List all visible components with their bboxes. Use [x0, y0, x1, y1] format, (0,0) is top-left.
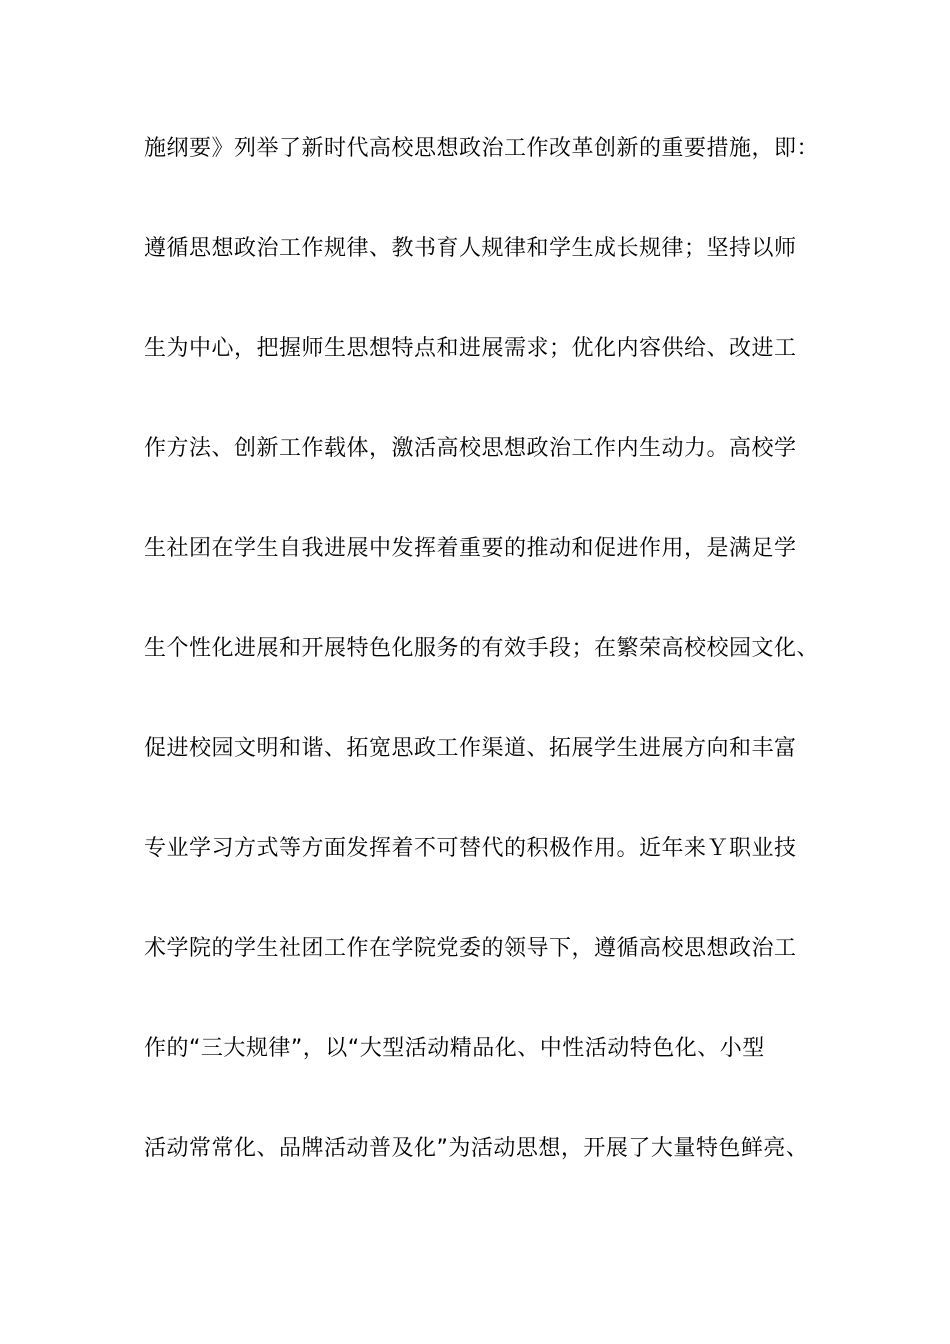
text-line: 遵循思想政治工作规律、教书育人规律和学生成长规律；坚持以师 — [144, 236, 797, 261]
text-line: 生社团在学生自我进展中发挥着重要的推动和促进作用，是满足学 — [144, 536, 797, 561]
text-line: 生个性化进展和开展特色化服务的有效手段；在繁荣高校校园文化、 — [144, 636, 820, 661]
text-line: 作的“三大规律”，以“大型活动精品化、中性活动特色化、小型 — [144, 1036, 765, 1061]
text-line: 专业学习方式等方面发挥着不可替代的积极作用。近年来Ｙ职业技 — [144, 836, 797, 861]
text-line: 术学院的学生社团工作在学院党委的领导下，遵循高校思想政治工 — [144, 936, 797, 961]
body-text — [144, 129, 824, 1229]
text-line: 促进校园文明和谐、拓宽思政工作渠道、拓展学生进展方向和丰富 — [144, 736, 797, 761]
text-line: 活动常常化、品牌活动普及化”为活动思想，开展了大量特色鲜亮、 — [144, 1136, 809, 1161]
text-line: 作方法、创新工作载体，激活高校思想政治工作内生动力。高校学 — [144, 436, 797, 461]
text-line: 施纲要》列举了新时代高校思想政治工作改革创新的重要措施，即： — [144, 136, 820, 161]
text-line: 生为中心，把握师生思想特点和进展需求；优化内容供给、改进工 — [144, 336, 797, 361]
